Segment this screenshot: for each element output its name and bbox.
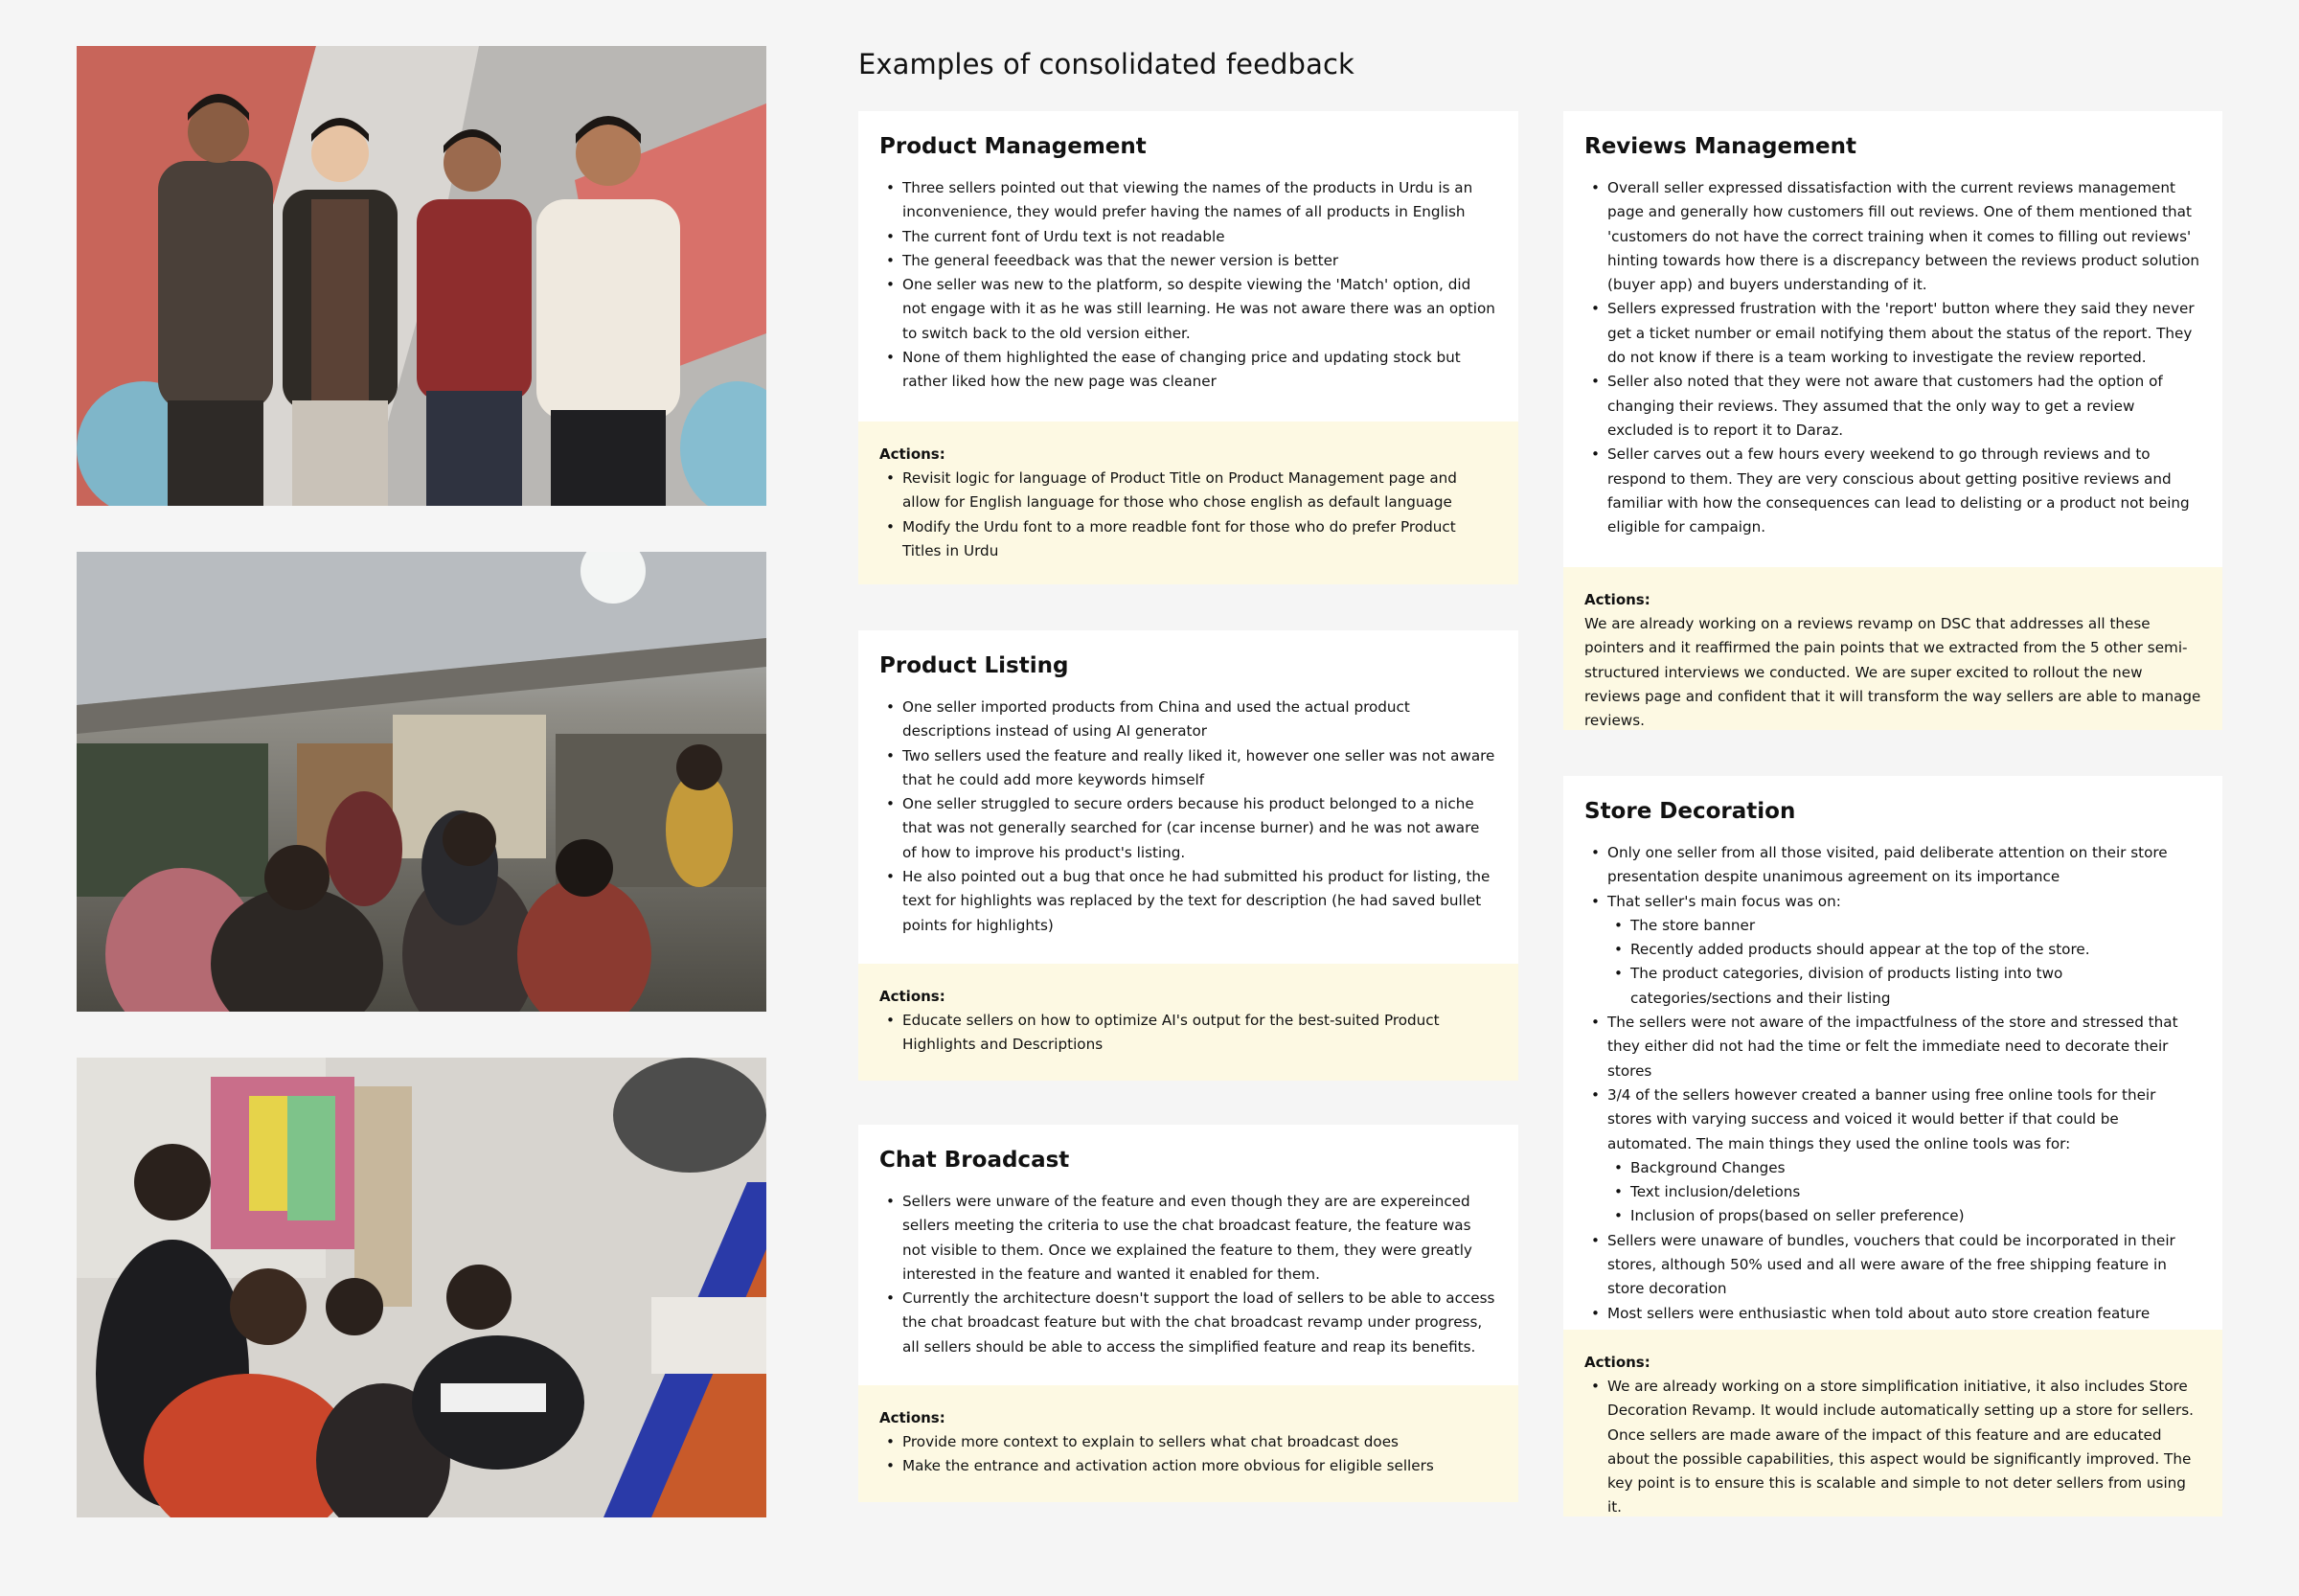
- store-decoration-title: Store Decoration: [1584, 799, 1796, 824]
- chat-broadcast-title: Chat Broadcast: [879, 1148, 1070, 1173]
- sub-list-item: • The store banner: [1584, 914, 2201, 938]
- list-item: • He also pointed out a bug that once he had submitted his product for listing, the text for highlights was replaced by the text for description (he had saved bullet points for highlights): [879, 865, 1497, 938]
- list-item: • Overall seller expressed dissatisfaction with the current reviews management page and generally how customers fill out reviews. One of them mentioned that 'customers do not have the correct training when it comes to filling out reviews' hinting towards how there is a discrepancy between the reviews product solution (buyer app) and buyers understanding of it.: [1584, 176, 2201, 297]
- list-item: • 3/4 of the sellers however created a banner using free online tools for their stores with varying success and voiced it would better if that could be automated. The main things they used the online tools was for:: [1584, 1083, 2201, 1156]
- reviews-management-actions: [1563, 567, 2222, 730]
- list-item: • None of them highlighted the ease of changing price and updating stock but rather liked how the new page was cleaner: [879, 346, 1497, 395]
- list-item: • Seller carves out a few hours every weekend to go through reviews and to respond to them. They are very conscious about getting positive reviews and familiar with how the consequences can lead to delisting or a product not being eligible for campaign.: [1584, 443, 2201, 539]
- product-management-actions: [858, 422, 1518, 584]
- shop-visit-image: [77, 1058, 766, 1517]
- action-item: • Revisit logic for language of Product Title on Product Management page and allow for English language for those who chose english as default language: [879, 467, 1497, 515]
- chat-broadcast-list: [879, 1190, 1497, 1359]
- list-item: • One seller imported products from China and used the actual product descriptions instead of using AI generator: [879, 695, 1497, 744]
- action-item: • Educate sellers on how to optimize AI's output for the best-suited Product Highlights and Descriptions: [879, 1009, 1497, 1058]
- list-item: • One seller was new to the platform, so despite viewing the 'Match' option, did not engage with it as he was still learning. He was not aware there was an option to switch back to the old version either.: [879, 273, 1497, 346]
- action-item: • Modify the Urdu font to a more readble font for those who do prefer Product Titles in Urdu: [879, 515, 1497, 564]
- list-item: • The sellers were not aware of the impactfulness of the store and stressed that they either did not had the time or felt the immediate need to decorate their stores: [1584, 1011, 2201, 1083]
- product-listing-list: [879, 695, 1497, 938]
- product-management-title: Product Management: [879, 134, 1147, 159]
- actions-label: Actions:: [879, 445, 945, 463]
- reviews-management-title: Reviews Management: [1584, 134, 1857, 159]
- list-item: • Two sellers used the feature and really liked it, however one seller was not aware that he could add more keywords himself: [879, 744, 1497, 793]
- list-item: • Sellers were unware of the feature and even though they are are expereinced sellers meeting the criteria to use the chat broadcast feature, the feature was not visible to them. Once we explained the feature to them, they were greatly interested in the feature and wanted it enabled for them.: [879, 1190, 1497, 1287]
- actions-label: Actions:: [879, 988, 945, 1005]
- team-photo: [77, 46, 766, 506]
- actions-text: We are already working on a reviews revamp on DSC that addresses all these pointers and it reaffirmed the pain points that we extracted from the 5 other semi- structured interviews we conducted. We are super excited to rollout the new reviews page and confident that it will transform the way sellers are able to manage reviews.: [1584, 615, 2201, 730]
- list-item: • Most sellers were enthusiastic when told about auto store creation feature: [1584, 1302, 2201, 1326]
- action-item: • We are already working on a store simplification initiative, it also includes Store Decoration Revamp. It would include automatically setting up a store for sellers. Once sellers are made aware of the impact of this feature and are educated about the possible capabilities, this aspect would be significantly improved. The key point is to ensure this is scalable and simple to not deter sellers from using it.: [1584, 1375, 2201, 1520]
- reviews-management-card: [1563, 111, 2222, 730]
- sub-list-item: • The product categories, division of products listing into two categories/sections and their listing: [1584, 962, 2201, 1011]
- action-item: • Make the entrance and activation action more obvious for eligible sellers: [879, 1454, 1497, 1478]
- actions-label: Actions:: [1584, 1354, 1650, 1371]
- store-decoration-actions: [1563, 1330, 2222, 1516]
- reviews-management-list: [1584, 176, 2201, 539]
- list-item: • Sellers were unaware of bundles, vouchers that could be incorporated in their stores, although 50% used and all were aware of the free shipping feature in store decoration: [1584, 1229, 2201, 1302]
- chat-broadcast-actions: [858, 1385, 1518, 1502]
- store-decoration-card: [1563, 776, 2222, 1516]
- product-listing-title: Product Listing: [879, 653, 1069, 678]
- product-listing-card: [858, 630, 1518, 1081]
- sub-list-item: • Inclusion of props(based on seller preference): [1584, 1204, 2201, 1228]
- list-item: • The general feeedback was that the newer version is better: [879, 249, 1497, 273]
- list-item: • Currently the architecture doesn't support the load of sellers to be able to access the chat broadcast feature but with the chat broadcast revamp under progress, all sellers should be able to access the simplified feature and reap its benefits.: [879, 1287, 1497, 1359]
- list-item: • Seller also noted that they were not aware that customers had the option of changing their reviews. They assumed that the only way to get a review excluded is to report it to Daraz.: [1584, 370, 2201, 443]
- sub-list-item: • Recently added products should appear at the top of the store.: [1584, 938, 2201, 962]
- list-item: • Only one seller from all those visited, paid deliberate attention on their store presentation despite unanimous agreement on its importance: [1584, 841, 2201, 890]
- list-item: • One seller struggled to secure orders because his product belonged to a niche that was not generally searched for (car incense burner) and he was not aware of how to improve his product's listing.: [879, 792, 1497, 865]
- list-item: • Sellers expressed frustration with the 'report' button where they said they never get a ticket number or email notifying them about the status of the report. They do not know if there is a team working to investigate the review reported.: [1584, 297, 2201, 370]
- chat-broadcast-card: [858, 1125, 1518, 1502]
- list-item: • The current font of Urdu text is not readable: [879, 225, 1497, 249]
- actions-label: Actions:: [1584, 591, 1650, 608]
- sub-list-item: • Text inclusion/deletions: [1584, 1180, 2201, 1204]
- page-title: Examples of consolidated feedback: [858, 48, 1354, 80]
- list-item: • That seller's main focus was on:: [1584, 890, 2201, 914]
- sub-list-item: • Background Changes: [1584, 1156, 2201, 1180]
- shop-visit-photo: [77, 1058, 766, 1517]
- market-visit-photo: [77, 552, 766, 1012]
- store-decoration-list: [1584, 841, 2201, 1326]
- actions-label: Actions:: [879, 1409, 945, 1426]
- team-photo-image: [77, 46, 766, 506]
- product-management-card: [858, 111, 1518, 584]
- product-listing-actions: [858, 964, 1518, 1081]
- list-item: • Three sellers pointed out that viewing the names of the products in Urdu is an inconvenience, they would prefer having the names of all products in English: [879, 176, 1497, 225]
- action-item: • Provide more context to explain to sellers what chat broadcast does: [879, 1430, 1497, 1454]
- product-management-list: [879, 176, 1497, 395]
- market-visit-image: [77, 552, 766, 1012]
